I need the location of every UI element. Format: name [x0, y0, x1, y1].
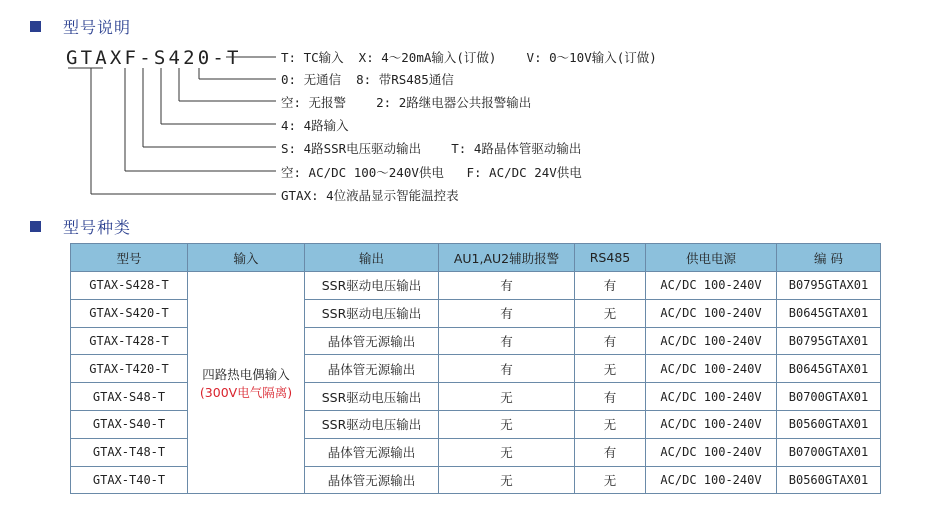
cell-code: B0645GTAX01	[777, 299, 881, 327]
cell-rs485: 有	[575, 272, 646, 300]
desc-line-alarm: 空: 无报警 2: 2路继电器公共报警输出	[281, 95, 532, 110]
header-input: 输入	[188, 244, 305, 272]
header-code: 编 码	[777, 244, 881, 272]
desc-line-input-count: 4: 4路输入	[281, 118, 349, 133]
section-model-types	[30, 215, 131, 238]
cell-output: SSR驱动电压输出	[305, 383, 439, 411]
model-code: GTAXF-S420-T	[66, 47, 242, 69]
cell-model: GTAX-T428-T	[71, 327, 188, 355]
cell-alarm: 无	[439, 383, 575, 411]
header-output: 输出	[305, 244, 439, 272]
cell-alarm: 有	[439, 355, 575, 383]
header-rs485: RS485	[575, 244, 646, 272]
cell-alarm: 无	[439, 438, 575, 466]
cell-rs485: 有	[575, 383, 646, 411]
cell-rs485: 无	[575, 410, 646, 438]
cell-model: GTAX-T40-T	[71, 466, 188, 494]
cell-code: B0700GTAX01	[777, 438, 881, 466]
header-model: 型号	[71, 244, 188, 272]
table-row	[71, 272, 881, 300]
desc-line-output: S: 4路SSR电压驱动输出 T: 4路晶体管驱动输出	[281, 141, 582, 156]
cell-power: AC/DC 100-240V	[646, 466, 777, 494]
cell-power: AC/DC 100-240V	[646, 299, 777, 327]
cell-rs485: 有	[575, 327, 646, 355]
desc-line-series: GTAX: 4位液晶显示智能温控表	[281, 188, 459, 203]
section-title: 型号说明	[63, 18, 132, 37]
cell-model: GTAX-T48-T	[71, 438, 188, 466]
cell-output: SSR驱动电压输出	[305, 410, 439, 438]
cell-model: GTAX-S48-T	[71, 383, 188, 411]
cell-rs485: 无	[575, 355, 646, 383]
cell-power: AC/DC 100-240V	[646, 355, 777, 383]
section-title: 型号种类	[63, 218, 132, 237]
cell-power: AC/DC 100-240V	[646, 383, 777, 411]
cell-output: SSR驱动电压输出	[305, 272, 439, 300]
cell-output: SSR驱动电压输出	[305, 299, 439, 327]
cell-code: B0560GTAX01	[777, 466, 881, 494]
header-alarm: AU1,AU2辅助报警	[439, 244, 575, 272]
cell-rs485: 有	[575, 438, 646, 466]
table-header-row	[71, 244, 881, 272]
cell-code: B0795GTAX01	[777, 272, 881, 300]
cell-code: B0700GTAX01	[777, 383, 881, 411]
cell-power: AC/DC 100-240V	[646, 438, 777, 466]
cell-code: B0560GTAX01	[777, 410, 881, 438]
cell-rs485: 无	[575, 466, 646, 494]
cell-alarm: 无	[439, 466, 575, 494]
cell-power: AC/DC 100-240V	[646, 327, 777, 355]
cell-power: AC/DC 100-240V	[646, 272, 777, 300]
header-power: 供电电源	[646, 244, 777, 272]
isolation-note: (300V电气隔离)	[199, 384, 293, 400]
cell-input-merged	[188, 272, 305, 494]
cell-model: GTAX-T420-T	[71, 355, 188, 383]
cell-alarm: 有	[439, 272, 575, 300]
desc-line-power: 空: AC/DC 100～240V供电 F: AC/DC 24V供电	[281, 165, 582, 180]
input-label: 四路热电偶输入	[202, 366, 290, 382]
cell-model: GTAX-S40-T	[71, 410, 188, 438]
section-bullet-icon	[30, 221, 41, 232]
cell-code: B0645GTAX01	[777, 355, 881, 383]
cell-output: 晶体管无源输出	[305, 438, 439, 466]
cell-power: AC/DC 100-240V	[646, 410, 777, 438]
cell-output: 晶体管无源输出	[305, 327, 439, 355]
cell-alarm: 无	[439, 410, 575, 438]
cell-model: GTAX-S428-T	[71, 272, 188, 300]
cell-alarm: 有	[439, 327, 575, 355]
cell-output: 晶体管无源输出	[305, 355, 439, 383]
cell-model: GTAX-S420-T	[71, 299, 188, 327]
cell-output: 晶体管无源输出	[305, 466, 439, 494]
desc-line-input-type: T: TC输入 X: 4～20mA输入(订做) V: 0～10V输入(订做)	[281, 50, 657, 65]
desc-line-communication: 0: 无通信 8: 带RS485通信	[281, 72, 454, 87]
cell-rs485: 无	[575, 299, 646, 327]
cell-code: B0795GTAX01	[777, 327, 881, 355]
model-table	[70, 243, 881, 494]
cell-alarm: 有	[439, 299, 575, 327]
